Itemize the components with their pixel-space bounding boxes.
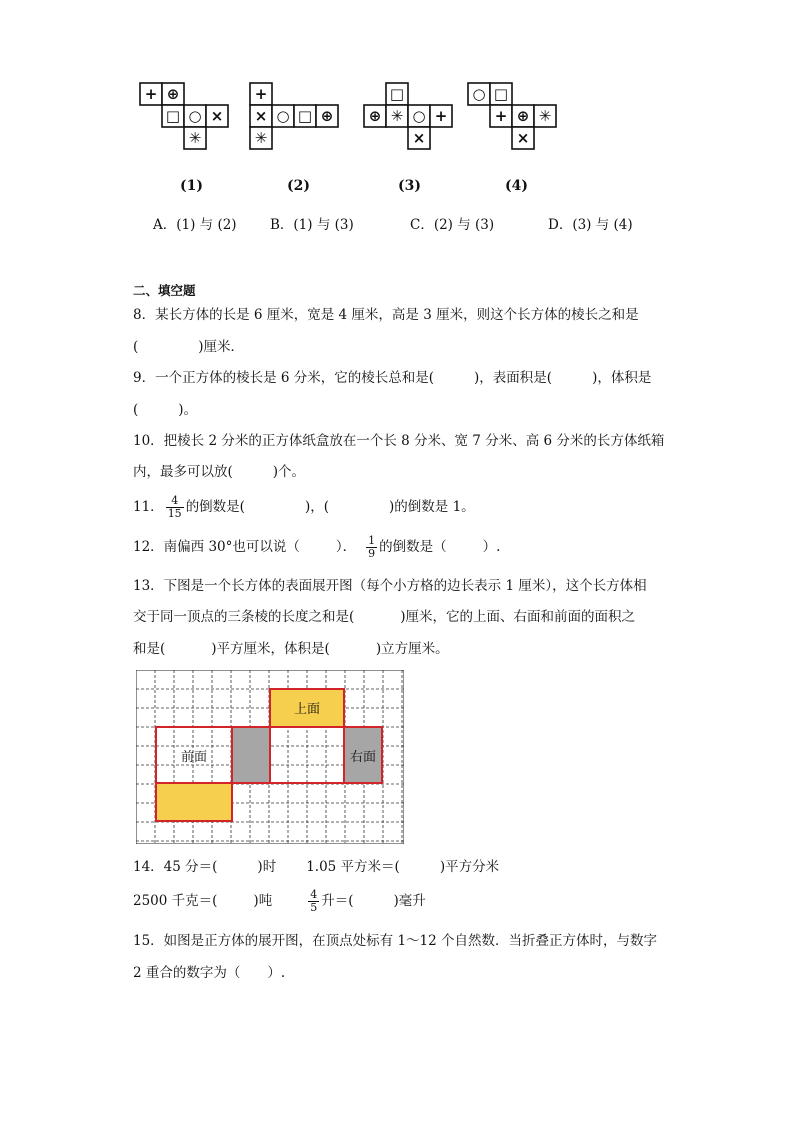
- asterisk-symbol: ✳: [188, 129, 202, 147]
- top-face-label: 上面: [293, 702, 321, 717]
- question-8-line-2: ( )厘米．: [133, 339, 245, 355]
- plus-symbol: +: [434, 107, 448, 125]
- cross-symbol: ×: [254, 107, 268, 125]
- question-13-line-1: 13．下图是一个长方体的表面展开图（每个小方格的边长表示 1 厘米），这个长方体相: [133, 578, 647, 594]
- circled-plus-symbol: ⊕: [166, 85, 180, 103]
- option-b[interactable]: B．(1) 与 (3): [270, 217, 354, 233]
- left-face: [232, 727, 270, 783]
- plus-symbol: +: [254, 85, 268, 103]
- cube-net-4: [468, 83, 556, 149]
- asterisk-symbol: ✳: [538, 107, 552, 125]
- question-13-line-3: 和是( )平方厘米，体积是( )立方厘米。: [133, 641, 449, 657]
- square-symbol: □: [297, 107, 313, 125]
- circle-symbol: ○: [472, 85, 486, 103]
- question-14-line-2: 2500 千克＝( )吨 $\frac{4}{5}$ 升＝( )毫升: [133, 888, 426, 914]
- square-symbol: □: [389, 85, 405, 103]
- question-10-line-2: 内，最多可以放( )个。: [133, 464, 306, 480]
- option-d[interactable]: D．(3) 与 (4): [548, 217, 633, 233]
- question-15-line-2: 2 重合的数字为（ ）.: [133, 965, 286, 981]
- square-symbol: □: [493, 85, 509, 103]
- bottom-face: [156, 783, 232, 821]
- question-15-line-1: 15．如图是正方体的展开图，在顶点处标有 1～12 个自然数．当折叠正方体时，与数字: [133, 933, 658, 949]
- cross-symbol: ×: [210, 107, 224, 125]
- cube-net-3: [364, 83, 452, 149]
- circle-symbol: ○: [276, 107, 290, 125]
- fraction-4-5: $\frac{4}{5}$: [310, 888, 318, 914]
- figure-caption-4: (4): [505, 178, 528, 194]
- question-9-line-2: ( )。: [133, 402, 198, 418]
- figure-caption-3: (3): [398, 178, 421, 194]
- question-11: 11． $\frac{4}{15}$ 的倒数是( )，( )的倒数是 1。: [133, 494, 475, 520]
- figure-caption-1: (1): [180, 178, 203, 194]
- section-title: 二、填空题: [133, 283, 196, 298]
- cuboid-net-grid: [136, 670, 404, 844]
- plus-symbol: +: [494, 107, 508, 125]
- circled-plus-symbol: ⊕: [516, 107, 530, 125]
- question-9-line-1: 9．一个正方体的棱长是 6 分米，它的棱长总和是( )，表面积是( )，体积是: [133, 370, 652, 386]
- question-13-line-2: 交于同一顶点的三条棱的长度之和是( )厘米，它的上面、右面和前面的面积之: [133, 609, 636, 625]
- asterisk-symbol: ✳: [254, 129, 268, 147]
- front-face-label: 前面: [180, 750, 208, 765]
- figure-caption-2: (2): [287, 178, 310, 194]
- plus-symbol: +: [144, 85, 158, 103]
- cross-symbol: ×: [412, 129, 426, 147]
- question-14-line-1: 14．45 分＝( )时 1.05 平方米＝( )平方分米: [133, 859, 500, 875]
- option-a[interactable]: A．(1) 与 (2): [153, 217, 237, 233]
- right-face-label: 右面: [349, 750, 377, 765]
- cube-net-1: [140, 83, 228, 149]
- question-8-line-1: 8．某长方体的长是 6 厘米，宽是 4 厘米，高是 3 厘米，则这个长方体的棱长之和是: [133, 307, 639, 323]
- asterisk-symbol: ✳: [390, 107, 404, 125]
- cube-net-figures: [130, 78, 580, 160]
- fraction-1-9: $\frac{1}{9}$: [368, 534, 376, 560]
- circled-plus-symbol: ⊕: [320, 107, 334, 125]
- circled-plus-symbol: ⊕: [368, 107, 382, 125]
- fraction-4-15: $\frac{4}{15}$: [167, 494, 182, 520]
- cube-net-2: [250, 83, 338, 149]
- question-12: 12．南偏西 30°也可以说（ ）． $\frac{1}{9}$ 的倒数是（ ）.: [133, 534, 501, 560]
- cross-symbol: ×: [516, 129, 530, 147]
- circle-symbol: ○: [188, 107, 202, 125]
- circle-symbol: ○: [412, 107, 426, 125]
- square-symbol: □: [165, 107, 181, 125]
- option-c[interactable]: C．(2) 与 (3): [410, 217, 495, 233]
- question-10-line-1: 10．把棱长 2 分米的正方体纸盒放在一个长 8 分米、宽 7 分米、高 6 分米的长方体纸箱: [133, 433, 665, 449]
